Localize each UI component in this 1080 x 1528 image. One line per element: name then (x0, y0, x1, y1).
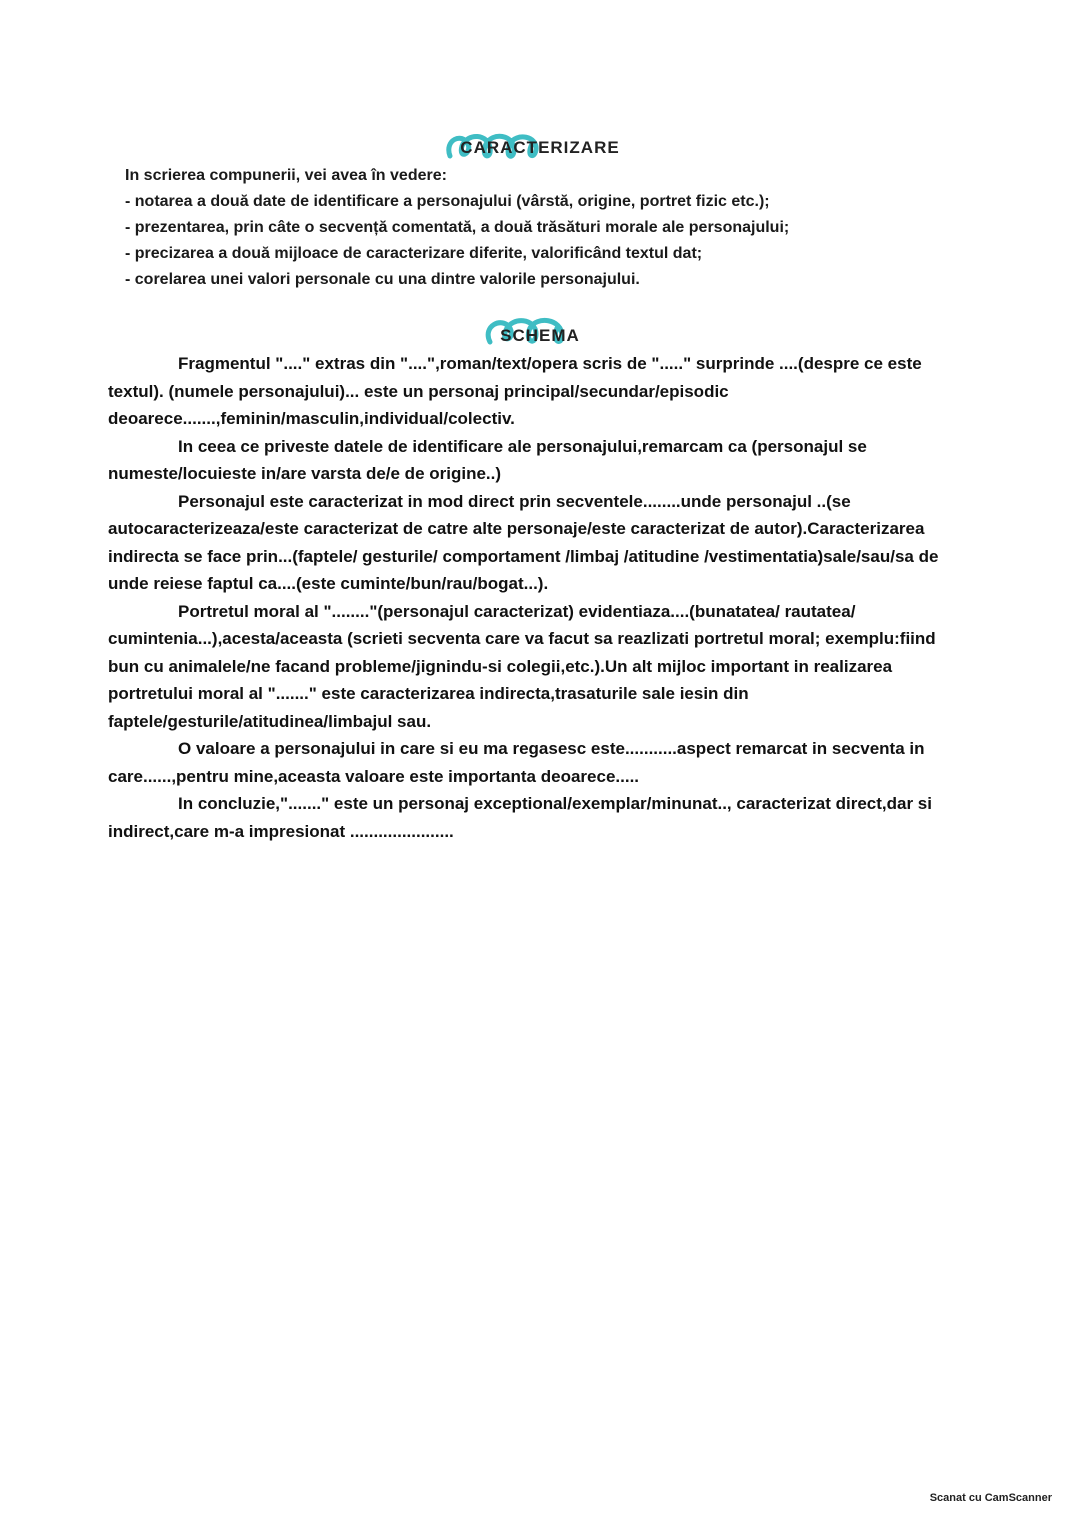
list-item: - precizarea a două mijloace de caracterizare diferite, valorificând textul dat; (125, 241, 945, 267)
list-item: - notarea a două date de identificare a personajului (vârstă, origine, portret fizic etc.); (125, 189, 945, 215)
requirements-heading: In scrierea compunerii, vei avea în vedere: (125, 167, 447, 184)
schema-title: SCHEMA (500, 326, 580, 345)
paragraph: In concluzie,"......." este un personaj exceptional/exemplar/minunat.., caracterizat direct,dar si indirect,care m-a impresionat ...................... (108, 794, 932, 841)
list-item: - corelarea unei valori personale cu una dintre valorile personajului. (125, 267, 945, 293)
requirements-list (125, 189, 945, 293)
schema-body (108, 350, 968, 845)
page-title: CARACTERIZARE (460, 138, 620, 157)
paragraph: In ceea ce priveste datele de identificare ale personajului,remarcam ca (personajul se numeste/locuieste in/are varsta de/e de origine..) (108, 436, 867, 483)
paragraph: O valoare a personajului in care si eu ma regasesc este...........aspect remarcat in secventa in care......,pentru mine,aceasta valoare este importanta deoarece..... (108, 739, 925, 786)
title-block (0, 138, 1080, 158)
paragraph: Personajul este caracterizat in mod direct prin secventele........unde personajul ..(se autocaracterizeaza/este caracterizat de catre alte personaje/este caracterizat de autor).Caracterizarea indirecta se face prin...(faptele/ gesturile/ comportament /limbaj /atitudine /vestimentatia)sale/sau/sa de unde reiese faptul ca....(este cuminte/bun/rau/bogat...). (108, 491, 939, 593)
requirements-section (125, 163, 945, 293)
list-item: - prezentarea, prin câte o secvență comentată, a două trăsături morale ale personajului; (125, 215, 945, 241)
paragraph: Fragmentul "...." extras din "....",roman/text/opera scris de "....." surprinde ....(despre ce este textul). (numele personajului)... este un personaj principal/secundar/episodic deoarece.......,feminin/masculin,individual/colectiv. (108, 354, 922, 428)
scanner-watermark: Scanat cu CamScanner (929, 1492, 1052, 1504)
schema-title-block (0, 326, 1080, 346)
paragraph: Portretul moral al "........"(personajul caracterizat) evidentiaza....(bunatatea/ rautatea/ cumintenia...),acesta/aceasta (scrieti secventa care va facut sa reazlizati portretul moral; exemplu:fiind bun cu animalele/ne facand probleme/jignindu-si colegii,etc.).Un alt mijloc important in realizarea portretului moral al "......." este caracterizarea indirecta,trasaturile sale iesin din faptele/gesturile/atitudinea/limbajul sau. (108, 601, 936, 731)
